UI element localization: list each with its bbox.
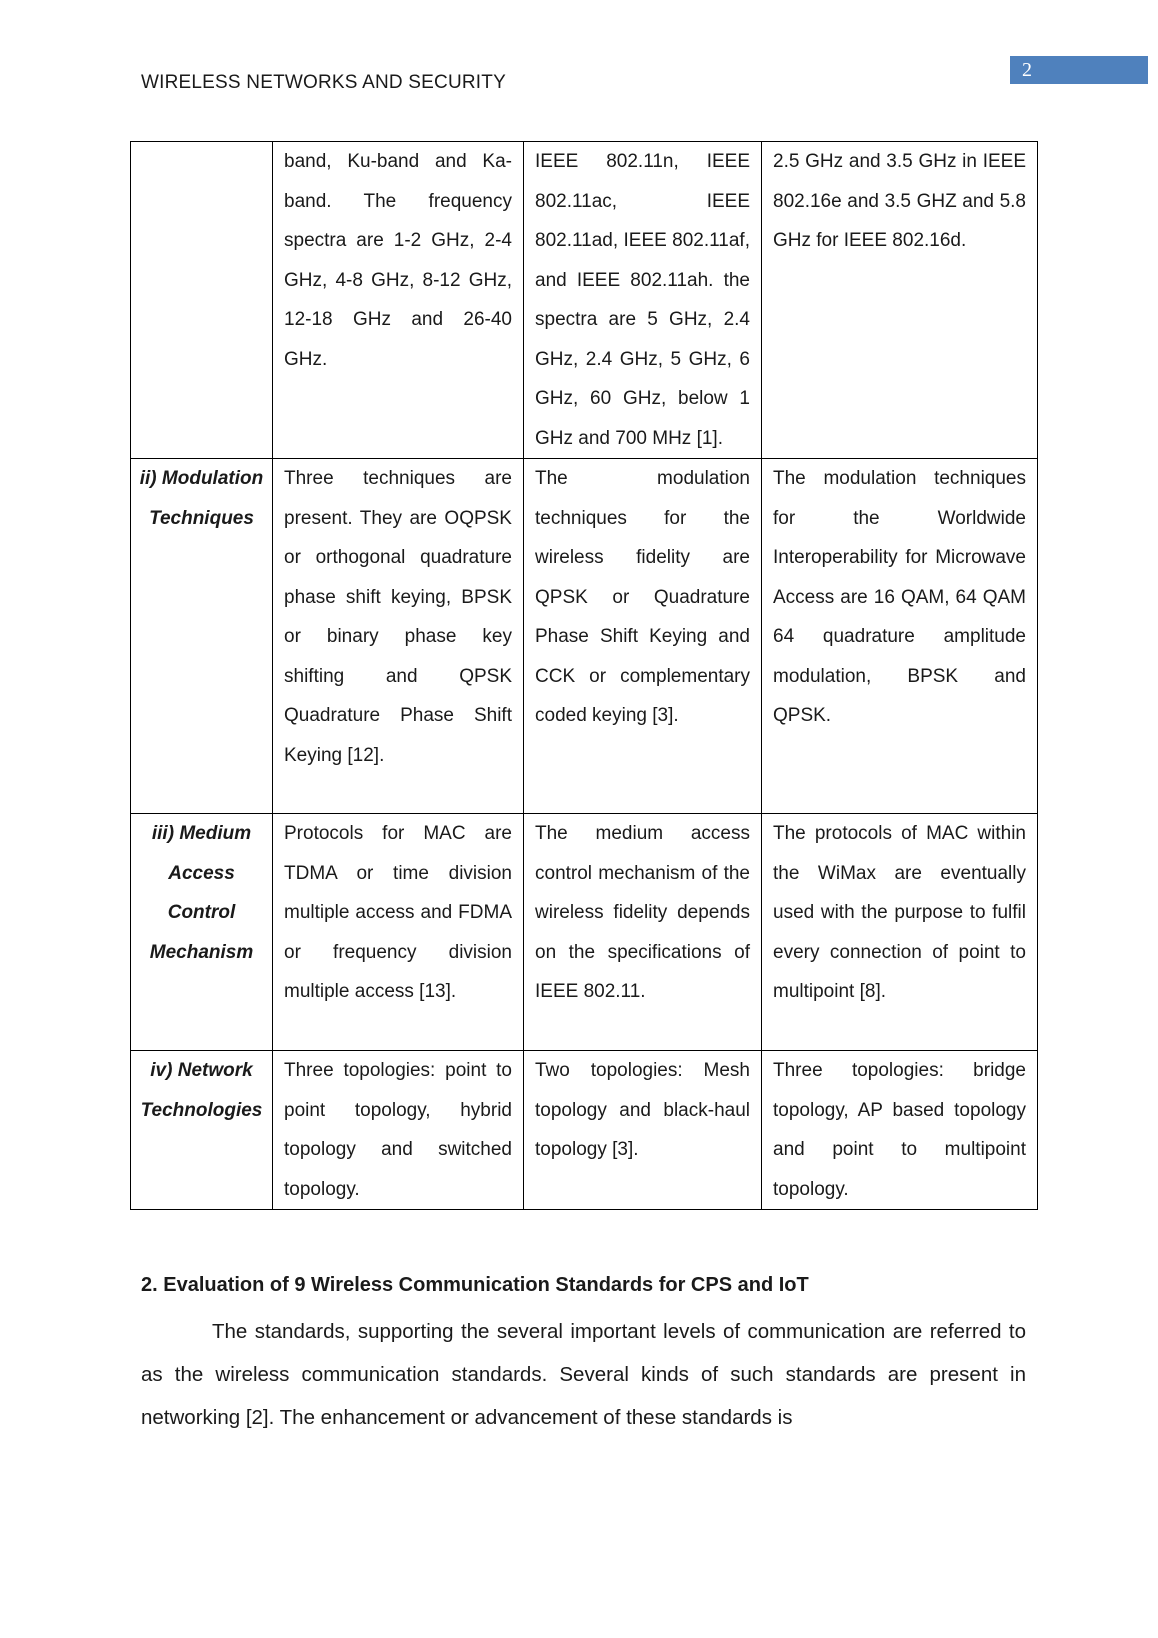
table-cell: Two topologies: Mesh topology and black-haul topology [3]. <box>524 1051 762 1210</box>
body-paragraph: The standards, supporting the several important levels of communication are referred to as the wireless communication standards. Several kinds of such standards are present in networking [2]. The enhancement or advancement of these standards is <box>141 1320 1026 1429</box>
table-row <box>131 459 1038 814</box>
running-header: WIRELESS NETWORKS AND SECURITY <box>141 72 506 93</box>
section-heading: 2. Evaluation of 9 Wireless Communication Standards for CPS and IoT <box>141 1274 809 1296</box>
table-row <box>131 142 1038 459</box>
table-cell: IEEE 802.11n, IEEE 802.11ac, IEEE 802.11ad, IEEE 802.11af, and IEEE 802.11ah. the spectra are 5 GHz, 2.4 GHz, 2.4 GHz, 5 GHz, 6 GHz, 60 GHz, below 1 GHz and 700 MHz [1]. <box>524 142 762 459</box>
row-label: ii) Modulation Techniques <box>131 459 273 814</box>
table-row <box>131 814 1038 1051</box>
row-label: iv) Network Technologies <box>131 1051 273 1210</box>
table-cell: Protocols for MAC are TDMA or time division multiple access and FDMA or frequency division multiple access [13]. <box>273 814 524 1051</box>
table-row <box>131 1051 1038 1210</box>
table-cell: 2.5 GHz and 3.5 GHz in IEEE 802.16e and 3.5 GHZ and 5.8 GHz for IEEE 802.16d. <box>762 142 1038 459</box>
table-cell: Three topologies: point to point topology, hybrid topology and switched topology. <box>273 1051 524 1210</box>
table-cell: The medium access control mechanism of the wireless fidelity depends on the specifications of IEEE 802.11. <box>524 814 762 1051</box>
table-cell: The modulation techniques for the Worldwide Interoperability for Microwave Access are 16 QAM, 64 QAM 64 quadrature amplitude modulation, BPSK and QPSK. <box>762 459 1038 814</box>
table-cell: band, Ku-band and Ka-band. The frequency spectra are 1-2 GHz, 2-4 GHz, 4-8 GHz, 8-12 GHz, 12-18 GHz and 26-40 GHz. <box>273 142 524 459</box>
page-number: 2 <box>1010 56 1148 84</box>
table-cell: Three topologies: bridge topology, AP based topology and point to multipoint topology. <box>762 1051 1038 1210</box>
row-label <box>131 142 273 459</box>
table-cell: The modulation techniques for the wireless fidelity are QPSK or Quadrature Phase Shift Keying and CCK or complementary coded keying [3]. <box>524 459 762 814</box>
comparison-table <box>130 141 1038 1210</box>
table-cell: The protocols of MAC within the WiMax are eventually used with the purpose to fulfil every connection of point to multipoint [8]. <box>762 814 1038 1051</box>
row-label: iii) Medium Access Control Mechanism <box>131 814 273 1051</box>
table-cell: Three techniques are present. They are OQPSK or orthogonal quadrature phase shift keying, BPSK or binary phase key shifting and QPSK Quadrature Phase Shift Keying [12]. <box>273 459 524 814</box>
